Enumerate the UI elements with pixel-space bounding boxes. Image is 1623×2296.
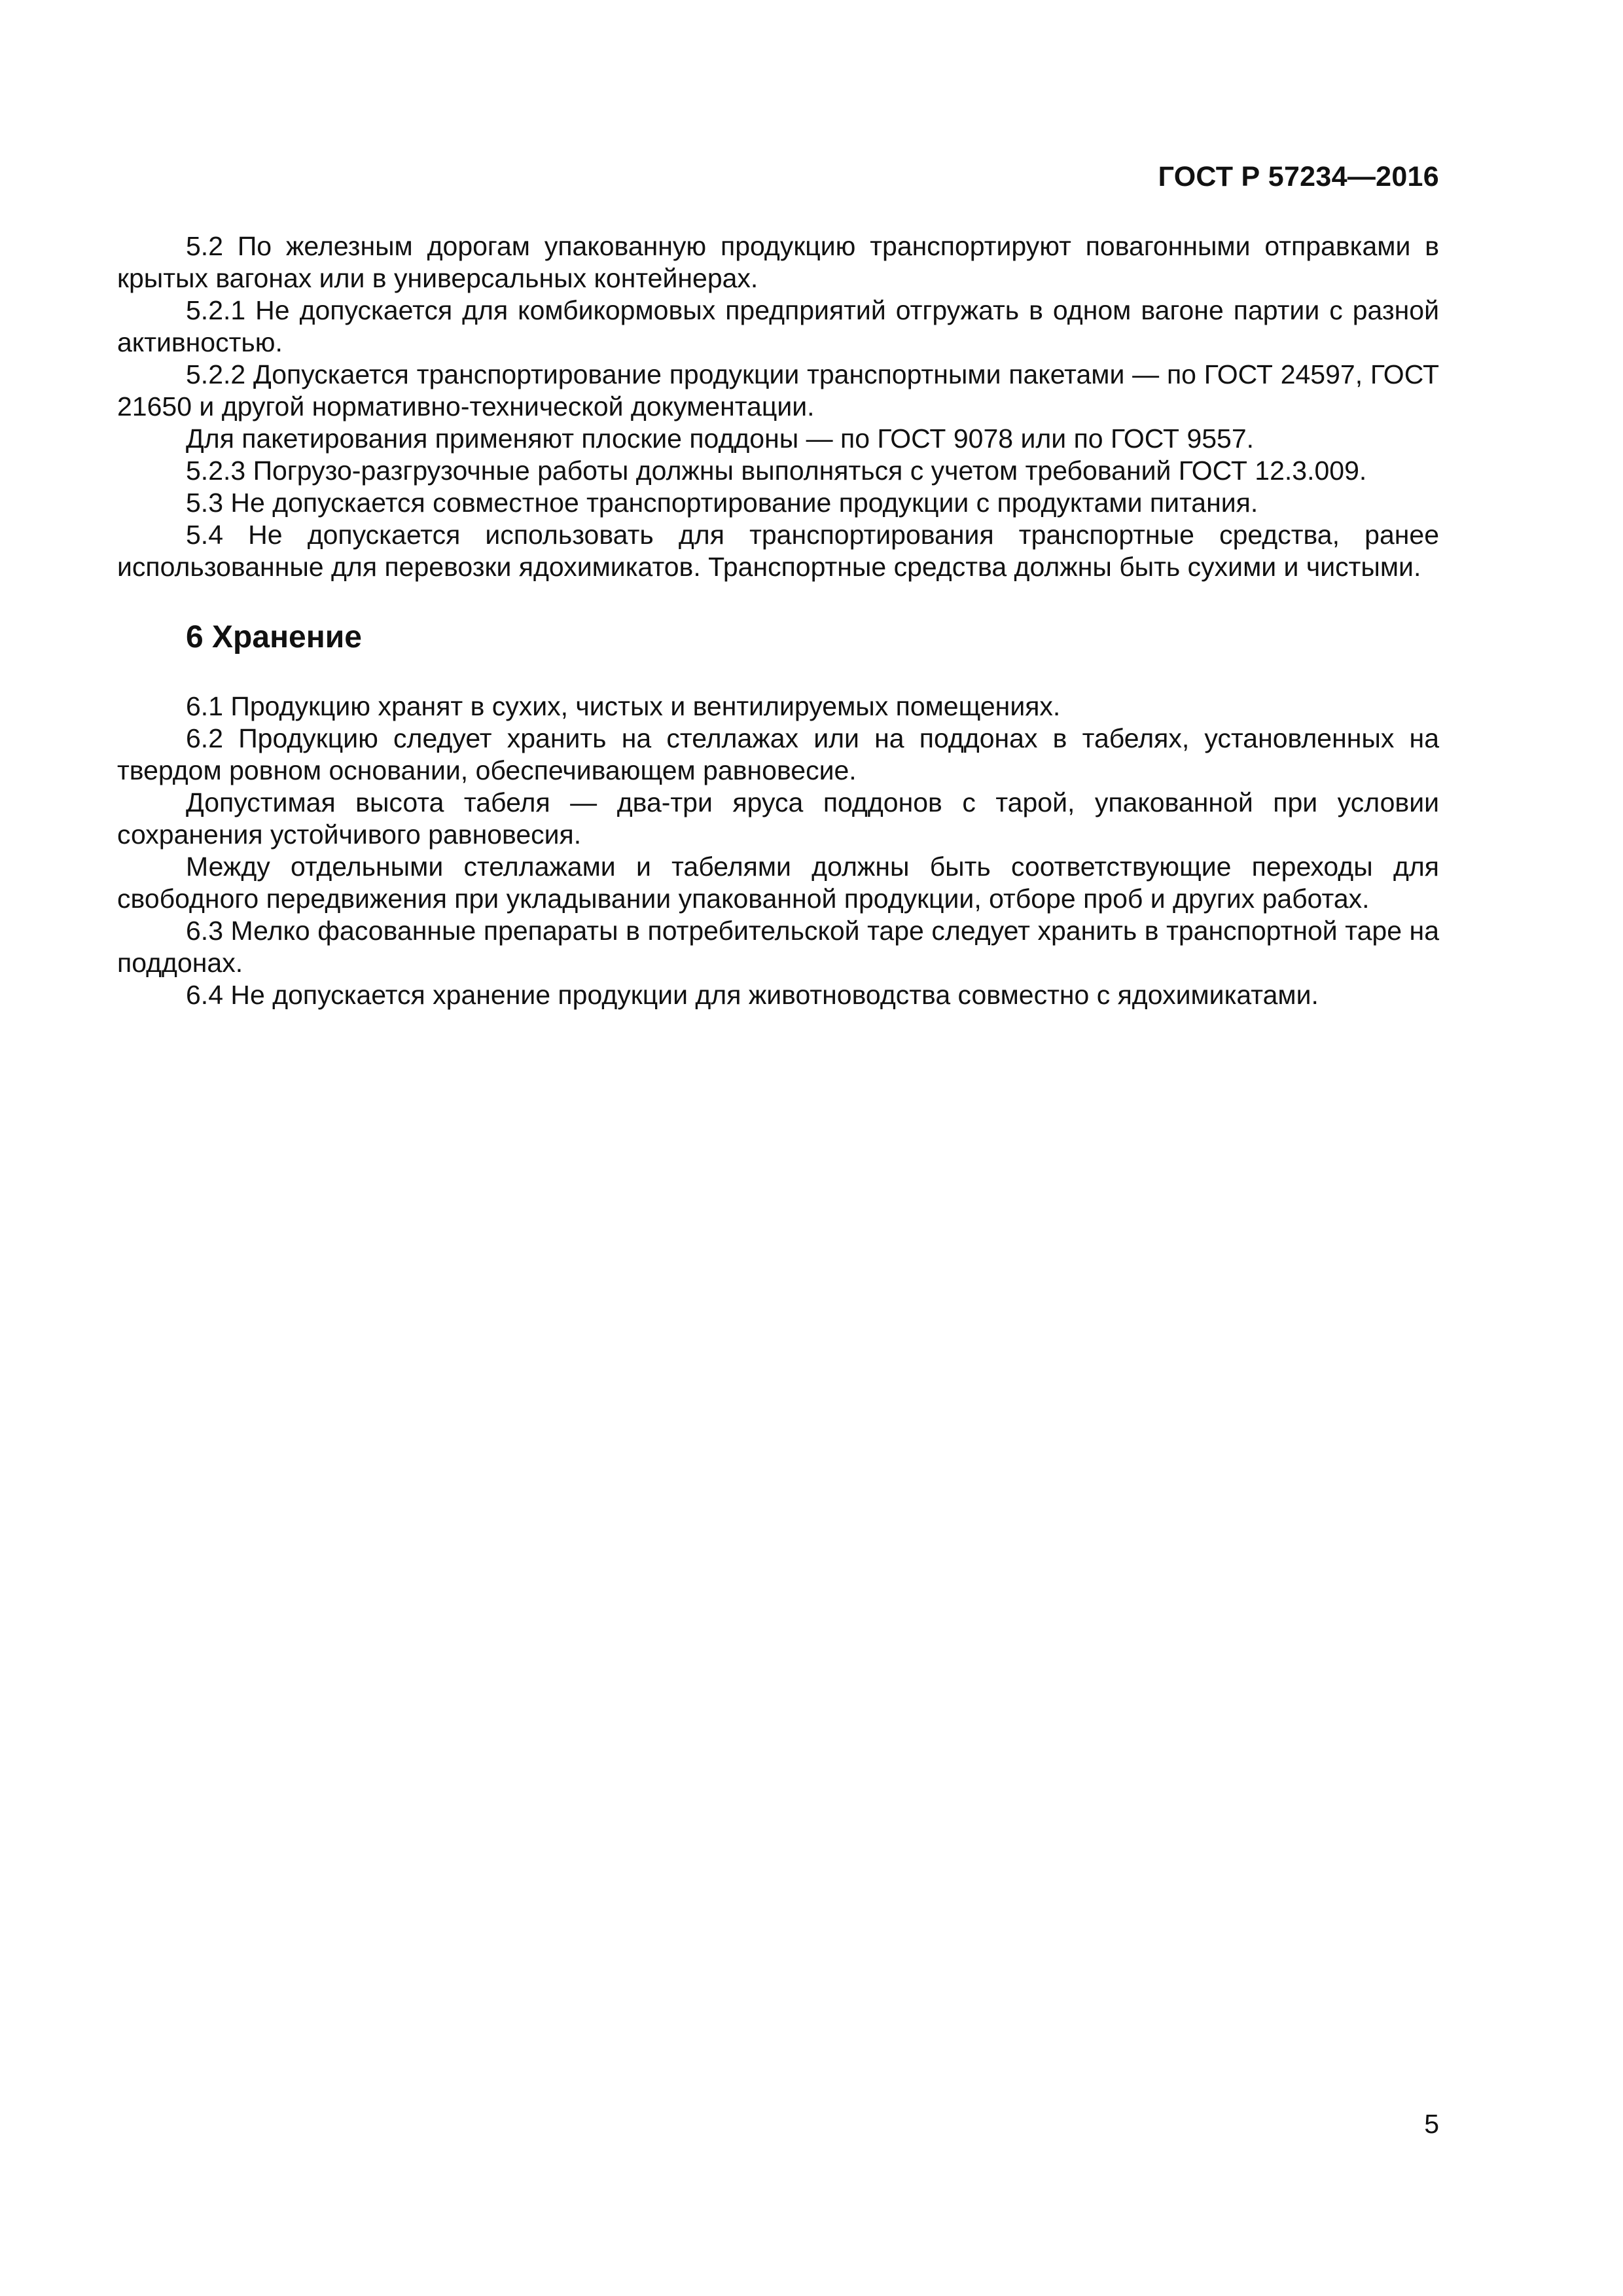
paragraph-5-4: 5.4 Не допускается использовать для транспортирования транспортные средства, ранее использованные для перевозки ядохимикатов. Транспортные средства должны быть сухими и чистыми. (117, 520, 1439, 582)
paragraph-5-2-3: 5.2.3 Погрузо-разгрузочные работы должны выполняться с учетом требований ГОСТ 12.3.009. (186, 456, 1367, 486)
paragraph-6-2: 6.2 Продукцию следует хранить на стеллажах или на поддонах в табелях, установленных на твердом ровном основании, обеспечивающем равновесие. (117, 723, 1439, 785)
paragraph-5-2-2: 5.2.2 Допускается транспортирование продукции транспортными пакетами — по ГОСТ 24597, ГОСТ 21650 и другой нормативно-технической документации. (117, 359, 1439, 422)
section-6-title: 6 Хранение (186, 620, 362, 655)
paragraph-5-2: 5.2 По железным дорогам упакованную продукцию транспортируют повагонными отправками в крытых вагонах или в универсальных контейнерах. (117, 231, 1439, 293)
paragraph-6-4: 6.4 Не допускается хранение продукции для животноводства совместно с ядохимикатами. (186, 980, 1319, 1010)
paragraph-6-1: 6.1 Продукцию хранят в сухих, чистых и вентилируемых помещениях. (186, 691, 1061, 721)
paragraph-5-3: 5.3 Не допускается совместное транспортирование продукции с продуктами питания. (186, 488, 1258, 518)
document-header-standard-number: ГОСТ Р 57234—2016 (1158, 161, 1439, 192)
paragraph-palletizing: Для пакетирования применяют плоские поддоны — по ГОСТ 9078 или по ГОСТ 9557. (186, 423, 1255, 454)
paragraph-6-3: 6.3 Мелко фасованные препараты в потребительской таре следует хранить в транспортной таре на поддонах. (117, 916, 1439, 978)
paragraph-5-2-1: 5.2.1 Не допускается для комбикормовых предприятий отгружать в одном вагоне партии с разной активностью. (117, 295, 1439, 357)
page-number: 5 (1424, 2109, 1439, 2139)
paragraph-table-height: Допустимая высота табеля — два-три яруса поддонов с тарой, упакованной при условии сохранения устойчивого равновесия. (117, 787, 1439, 850)
paragraph-passages: Между отдельными стеллажами и табелями должны быть соответствующие переходы для свободного передвижения при укладывании упакованной продукции, отборе проб и других работах. (117, 852, 1439, 914)
document-body (117, 230, 1439, 1011)
